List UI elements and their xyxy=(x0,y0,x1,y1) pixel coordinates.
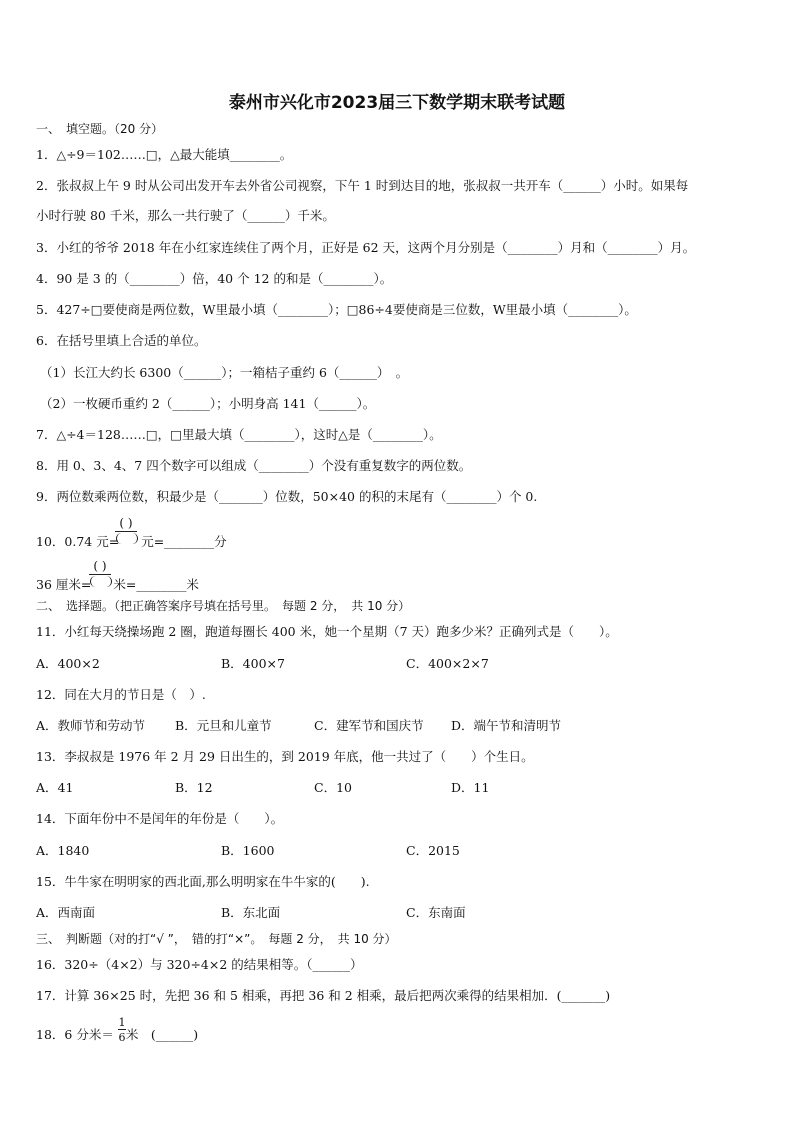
question-8: 8．用 0、3、4、7 四个数字可以组成（________）个没有重复数字的两位数。 xyxy=(36,458,472,473)
question-13: 13．李叔叔是 1976 年 2 月 29 日出生的，到 2019 年底，他一共过了（ ）个生日。 xyxy=(36,749,534,764)
section-heading-multiple-choice: 二、 选择题。（把正确答案序号填在括号里。 每题 2 分， 共 10 分） xyxy=(36,599,411,613)
question-3: 3．小红的爷爷 2018 年在小红家连续住了两个月，正好是 62 天，这两个月分别是（________）月和（________）月。 xyxy=(36,240,696,255)
question-15-option-c: C．东南面 xyxy=(406,905,466,920)
question-10b-prefix: 36 厘米= xyxy=(36,577,92,592)
fraction-denominator-blank xyxy=(116,533,138,544)
question-12-option-b: B．元旦和儿童节 xyxy=(175,718,272,733)
fraction-numerator: 1 xyxy=(118,1016,126,1029)
question-6-part-1: （1）长江大约长 6300（______）；一箱桔子重约 6（______） 。 xyxy=(40,365,409,380)
question-15-option-a: A．西南面 xyxy=(36,905,96,920)
question-11-option-c: C．400×2×7 xyxy=(406,656,489,671)
question-16: 16．320÷（4×2）与 320÷4×2 的结果相等。（______） xyxy=(36,957,363,972)
fraction-bar xyxy=(115,531,137,532)
question-15: 15．牛牛家在明明家的西北面,那么明明家在牛牛家的( ). xyxy=(36,874,370,889)
fraction-bar xyxy=(89,574,111,575)
question-15-option-b: B．东北面 xyxy=(221,905,281,920)
question-2-line-1: 2．张叔叔上午 9 时从公司出发开车去外省公司视察，下午 1 时到达目的地，张叔叔一共开车（______）小时。如果每 xyxy=(36,178,689,193)
question-10-line-2 xyxy=(36,577,199,593)
question-13-option-c: C．10 xyxy=(314,780,352,795)
question-13-option-a: A．41 xyxy=(36,780,74,795)
question-11-option-b: B．400×7 xyxy=(221,656,285,671)
question-18-prefix: 18．6 分米＝ xyxy=(36,1027,114,1042)
question-12-option-a: A．教师节和劳动节 xyxy=(36,718,146,733)
fraction-numerator-blank: ( ) xyxy=(119,516,133,530)
question-14: 14．下面年份中不是闰年的年份是（ ）。 xyxy=(36,811,284,826)
question-6-part-2: （2）一枚硬币重约 2（______）；小明身高 141（______）。 xyxy=(40,396,376,411)
section-heading-fill-blank: 一、 填空题。（20 分） xyxy=(36,122,164,136)
question-17: 17．计算 36×25 时，先把 36 和 5 相乘，再把 36 和 2 相乘，最后把两次乘得的结果相加．(_______) xyxy=(36,988,611,1003)
question-10-suffix: 元=________分 xyxy=(141,534,227,549)
section-heading-true-false: 三、 判断题（对的打“√ ”， 错的打“×”。 每题 2 分， 共 10 分） xyxy=(36,932,397,946)
question-12-option-d: D．端午节和清明节 xyxy=(451,718,562,733)
question-6: 6．在括号里填上合适的单位。 xyxy=(36,333,207,348)
question-1: 1．△÷9＝102……□，△最大能填________。 xyxy=(36,147,293,162)
question-7: 7．△÷4＝128……□，□里最大填（________），这时△是（________）。 xyxy=(36,427,442,442)
question-13-option-d: D．11 xyxy=(451,780,490,795)
question-11: 11．小红每天绕操场跑 2 圈，跑道每圈长 400 米，她一个星期（7 天）跑多少米？正确列式是（ ）。 xyxy=(36,624,618,639)
question-4: 4．90 是 3 的（________）倍，40 个 12 的和是（________）。 xyxy=(36,271,393,286)
page-title: 泰州市兴化市2023届三下数学期末联考试题 xyxy=(228,93,566,113)
fraction-denominator-blank xyxy=(90,576,112,587)
question-5: 5．427÷□要使商是两位数，W里最小填（________）；□86÷4要使商是三位数，W里最小填（________）。 xyxy=(36,302,637,317)
question-14-option-a: A．1840 xyxy=(36,843,90,858)
question-9: 9．两位数乘两位数，积最少是（_______）位数，50×40 的积的末尾有（________）个 0. xyxy=(36,489,538,504)
question-11-option-a: A．400×2 xyxy=(36,656,100,671)
question-14-option-c: C．2015 xyxy=(406,843,460,858)
question-12-option-c: C．建军节和国庆节 xyxy=(314,718,424,733)
fraction-denominator: 6 xyxy=(118,1031,126,1044)
question-12: 12．同在大月的节日是（ ）. xyxy=(36,687,206,702)
question-14-option-b: B．1600 xyxy=(221,843,275,858)
fraction-numerator-blank: ( ) xyxy=(93,559,107,573)
fraction-bar xyxy=(118,1029,126,1030)
question-18-suffix: 米 (______) xyxy=(125,1027,199,1042)
question-10-prefix: 10．0.74 元= xyxy=(36,534,120,549)
question-13-option-b: B．12 xyxy=(175,780,213,795)
question-2-line-2: 小时行驶 80 千米，那么一共行驶了（______）千米。 xyxy=(36,208,335,223)
question-10b-suffix: 米=________米 xyxy=(113,577,199,592)
